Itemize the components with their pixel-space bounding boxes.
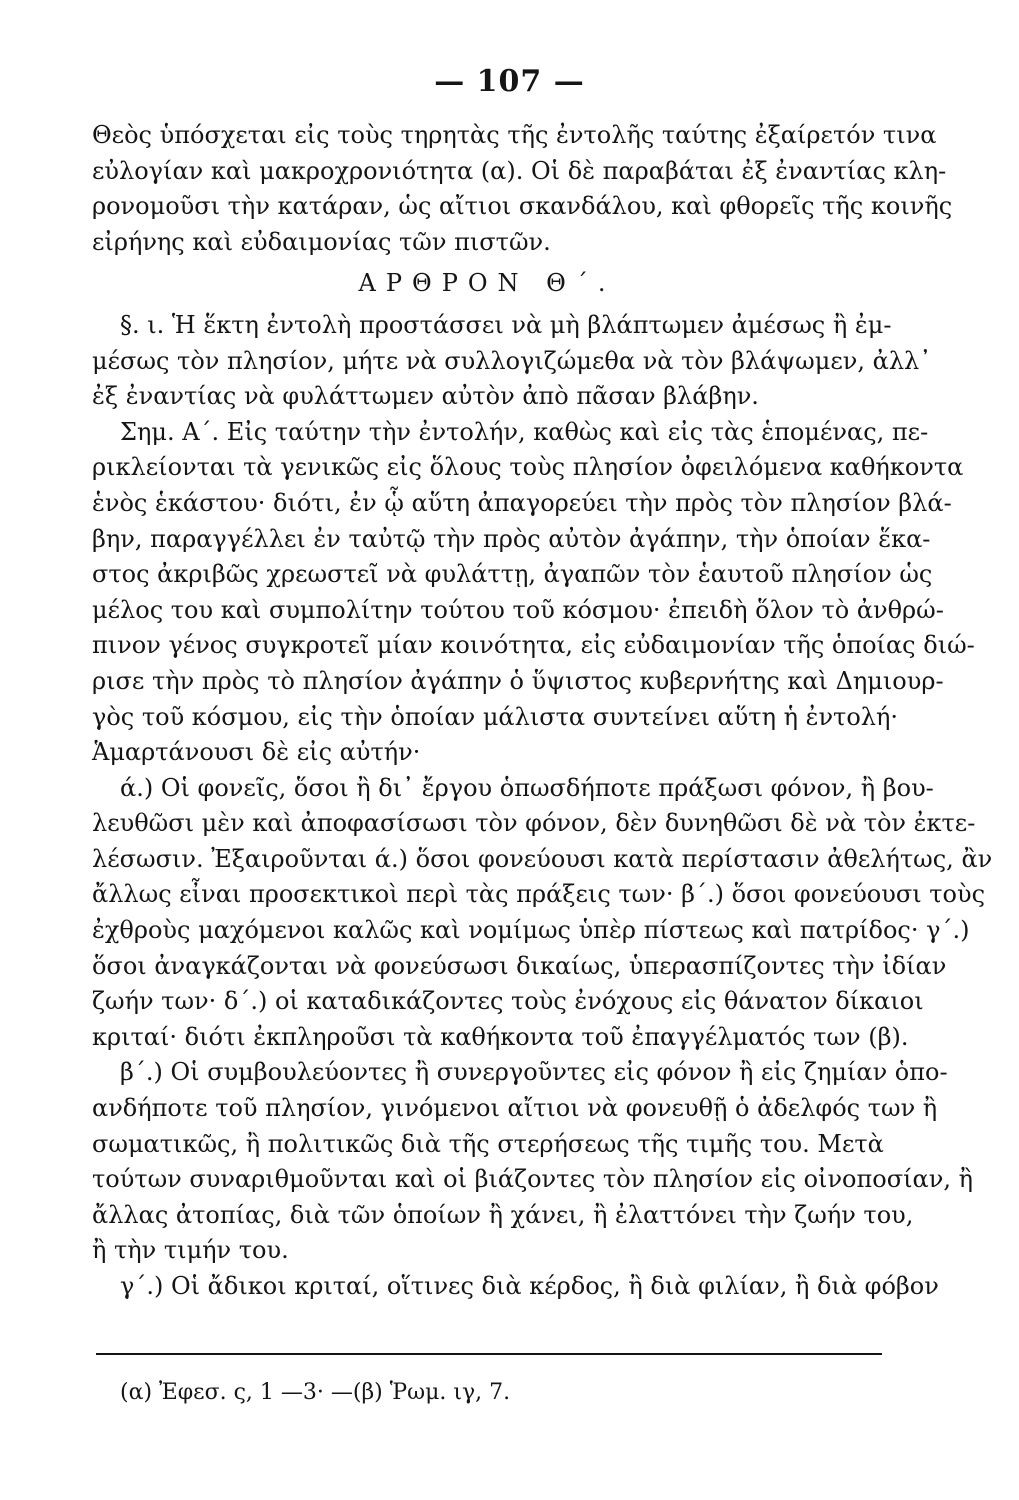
text-line: εὐλογίαν καὶ μακροχρονιότητα (α). Οἱ δὲ παραβάται ἐξ ἐναντίας κλη- bbox=[92, 156, 947, 185]
text-line: ρισε τὴν πρὸς τὸ πλησίον ἀγάπην ὁ ὕψιστος κυβερνήτης καὶ Δημιουρ- bbox=[92, 666, 944, 695]
text-line: εἰρήνης καὶ εὐδαιμονίας τῶν πιστῶν. bbox=[92, 227, 551, 256]
text-line: κριταί· διότι ἐκπληροῦσι τὰ καθήκοντα τοῦ ἐπαγγέλματός των (β). bbox=[92, 1022, 909, 1051]
text-line: ρικλείονται τὰ γενικῶς εἰς ὅλους τοὺς πλησίον ὀφειλόμενα καθήκοντα bbox=[92, 453, 964, 482]
text-line: β΄.) Οἱ συμβουλεύοντες ἢ συνεργοῦντες εἰς φόνον ἢ εἰς ζημίαν ὁπο- bbox=[120, 1058, 948, 1087]
text-line: τούτων συναριθμοῦνται καὶ οἱ βιάζοντες τὸν πλησίον εἰς οἰνοποσίαν, ἢ bbox=[92, 1165, 973, 1194]
text-line: ἢ τὴν τιμήν του. bbox=[92, 1236, 289, 1265]
text-line: πινον γένος συγκροτεῖ μίαν κοινότητα, εἰς εὐδαιμονίαν τῆς ὁποίας διώ- bbox=[92, 631, 975, 660]
text-line: βην, παραγγέλλει ἐν ταὐτῷ τὴν πρὸς αὐτὸν ἀγάπην, τὴν ὁποίαν ἕκα- bbox=[92, 524, 931, 553]
text-line: Ἁμαρτάνουσι δὲ εἰς αὐτήν· bbox=[92, 738, 421, 767]
text-line: γὸς τοῦ κόσμου, εἰς τὴν ὁποίαν μάλιστα συντείνει αὕτη ἡ ἐντολή· bbox=[92, 702, 899, 731]
text-line: ὅσοι ἀναγκάζονται νὰ φονεύσωσι δικαίως, ὑπερασπίζοντες τὴν ἰδίαν bbox=[92, 951, 947, 980]
text-line: ά.) Οἱ φονεῖς, ὅσοι ἢ δι᾽ ἔργου ὁπωσδήποτε πράξωσι φόνον, ἢ βου- bbox=[120, 773, 934, 802]
text-line: §. ι. Ἡ ἕκτη ἐντολὴ προστάσσει νὰ μὴ βλάπτωμεν ἀμέσως ἢ ἐμ- bbox=[120, 310, 892, 339]
text-line: λέσωσιν. Ἐξαιροῦνται ά.) ὅσοι φονεύουσι κατὰ περίστασιν ἀθελήτως, ἂν bbox=[92, 844, 993, 873]
text-line: λευθῶσι μὲν καὶ ἀποφασίσωσι τὸν φόνον, δὲν δυνηθῶσι δὲ νὰ τὸν ἐκτε- bbox=[92, 809, 976, 838]
text-line: ανδήποτε τοῦ πλησίον, γινόμενοι αἴτιοι νὰ φονευθῇ ὁ ἀδελφός των ἢ bbox=[92, 1094, 938, 1123]
text-line: ἄλλως εἶναι προσεκτικοὶ περὶ τὰς πράξεις των· β΄.) ὅσοι φονεύουσι τοὺς bbox=[92, 880, 986, 909]
page-number: — 107 — bbox=[434, 64, 585, 99]
footnote: (α) Ἐφεσ. ς, 1 —3· —(β) Ῥωμ. ιγ, 7. bbox=[120, 1380, 511, 1405]
text-line: ρονομοῦσι τὴν κατάραν, ὡς αἴτιοι σκανδάλου, καὶ φθορεῖς τῆς κοινῆς bbox=[92, 192, 953, 221]
text-line: ἐχθροὺς μαχόμενοι καλῶς καὶ νομίμως ὑπὲρ πίστεως καὶ πατρίδος· γ΄.) bbox=[92, 916, 970, 945]
text-line: ἑνὸς ἑκάστου· διότι, ἐν ᾧ αὕτη ἀπαγορεύει τὴν πρὸς τὸν πλησίον βλά- bbox=[92, 488, 952, 517]
text-line: ἐξ ἐναντίας νὰ φυλάττωμεν αὐτὸν ἀπὸ πᾶσαν βλάβην. bbox=[92, 382, 759, 411]
text-line: Σημ. Α΄. Εἰς ταύτην τὴν ἐντολήν, καθὼς καὶ εἰς τὰς ἑπομένας, πε- bbox=[120, 417, 929, 446]
text-line: Θεὸς ὑπόσχεται εἰς τοὺς τηρητὰς τῆς ἐντολῆς ταύτης ἐξαίρετόν τινα bbox=[92, 121, 937, 149]
text-line: σωματικῶς, ἢ πολιτικῶς διὰ τῆς στερήσεως τῆς τιμῆς του. Μετὰ bbox=[92, 1129, 884, 1158]
text-line: μέλος του καὶ συμπολίτην τούτου τοῦ κόσμου· ἐπειδὴ ὅλον τὸ ἀνθρώ- bbox=[92, 595, 944, 624]
text-line: γ΄.) Οἱ ἄδικοι κριταί, οἵτινες διὰ κέρδος, ἢ διὰ φιλίαν, ἢ διὰ φόβον bbox=[120, 1272, 939, 1300]
body-text bbox=[92, 118, 993, 1305]
text-line: στος ἀκριβῶς χρεωστεῖ νὰ φυλάττῃ, ἀγαπῶν τὸν ἑαυτοῦ πλησίον ὡς bbox=[92, 560, 933, 589]
text-line: ζωήν των· δ΄.) οἱ καταδικάζοντες τοὺς ἐνόχους εἰς θάνατον δίκαιοι bbox=[92, 987, 924, 1016]
article-heading: ΑΡΘΡΟΝ Θ΄. bbox=[358, 269, 616, 298]
text-line: ἄλλας ἀτοπίας, διὰ τῶν ὁποίων ἢ χάνει, ἢ ἐλαττόνει τὴν ζωήν του, bbox=[92, 1200, 914, 1229]
text-line: μέσως τὸν πλησίον, μήτε νὰ συλλογιζώμεθα νὰ τὸν βλάψωμεν, ἀλλ᾽ bbox=[92, 346, 932, 375]
footnote-divider bbox=[96, 1353, 882, 1355]
